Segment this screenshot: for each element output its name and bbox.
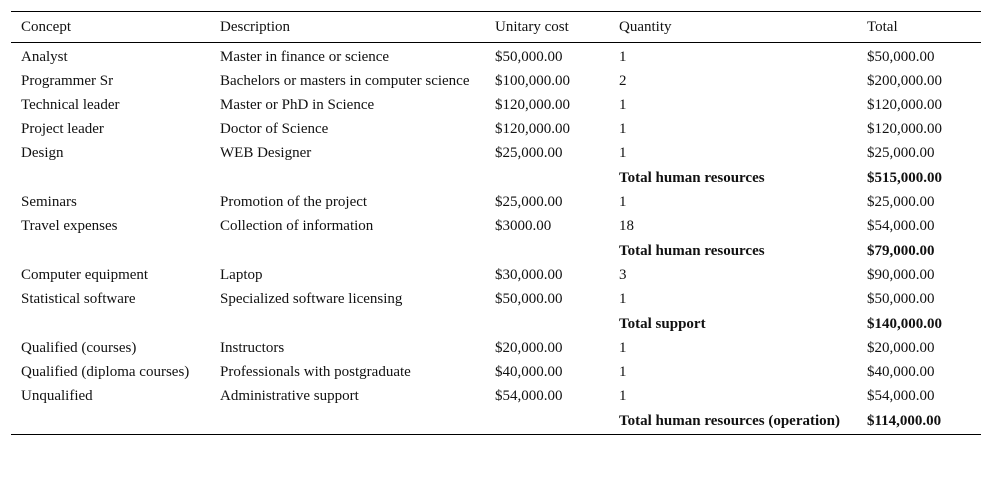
subtotal-row — [11, 238, 981, 263]
table-row — [11, 360, 981, 384]
cell-quantity: 3 — [619, 267, 627, 283]
cell-description: Instructors — [220, 340, 285, 356]
cell-description: Doctor of Science — [220, 121, 329, 137]
cell-cost: $120,000.00 — [495, 121, 570, 137]
cell-description — [210, 408, 485, 434]
cell-concept — [11, 165, 210, 190]
cell-concept: Programmer Sr — [21, 73, 114, 89]
cell-quantity: 1 — [619, 388, 627, 404]
cell-quantity: 1 — [619, 49, 627, 65]
cell-concept: Seminars — [21, 194, 77, 210]
table-row — [11, 263, 981, 287]
cell-total: $50,000.00 — [867, 291, 935, 307]
subtotal-row — [11, 311, 981, 336]
cell-quantity: 1 — [619, 291, 627, 307]
table-row — [11, 93, 981, 117]
cell-concept: Statistical software — [21, 291, 136, 307]
cell-total: $120,000.00 — [867, 97, 942, 113]
cell-cost: $50,000.00 — [495, 291, 563, 307]
cell-cost — [485, 408, 609, 434]
cell-description: Master in finance or science — [220, 49, 390, 65]
cell-quantity: 1 — [619, 121, 627, 137]
subtotal-row — [11, 408, 981, 434]
cell-concept: Unqualified — [21, 388, 93, 404]
header-quantity: Quantity — [609, 12, 857, 43]
table-row — [11, 43, 981, 70]
cell-cost — [485, 238, 609, 263]
table-row — [11, 69, 981, 93]
cell-description: Laptop — [220, 267, 263, 283]
cell-concept: Project leader — [21, 121, 104, 137]
cell-description: WEB Designer — [220, 145, 312, 161]
cell-cost: $100,000.00 — [495, 73, 570, 89]
cell-cost: $3000.00 — [495, 218, 552, 234]
cell-quantity: 1 — [619, 145, 627, 161]
cell-concept: Qualified (courses) — [21, 340, 137, 356]
cell-cost: $54,000.00 — [495, 388, 563, 404]
cell-description: Administrative support — [220, 388, 359, 404]
cell-total: $25,000.00 — [867, 145, 935, 161]
cell-cost: $50,000.00 — [495, 49, 563, 65]
subtotal-label: Total human resources (operation) — [619, 413, 840, 429]
cell-cost: $25,000.00 — [495, 194, 563, 210]
cell-cost — [485, 311, 609, 336]
cell-total: $20,000.00 — [867, 340, 935, 356]
cell-quantity: 1 — [619, 194, 627, 210]
cell-description: Bachelors or masters in computer science — [220, 73, 470, 89]
cell-quantity: 1 — [619, 340, 627, 356]
cell-total: $54,000.00 — [867, 388, 935, 404]
header-total: Total — [857, 12, 981, 43]
cell-concept: Qualified (diploma courses) — [21, 364, 190, 380]
cell-total: $40,000.00 — [867, 364, 935, 380]
header-description: Description — [210, 12, 485, 43]
subtotal-value: $140,000.00 — [867, 316, 942, 332]
cell-quantity: 18 — [619, 218, 634, 234]
table-row — [11, 190, 981, 214]
table-row — [11, 117, 981, 141]
cell-description: Master or PhD in Science — [220, 97, 375, 113]
cell-description: Specialized software licensing — [220, 291, 403, 307]
table-row — [11, 214, 981, 238]
cell-total: $54,000.00 — [867, 218, 935, 234]
cell-cost: $25,000.00 — [495, 145, 563, 161]
cell-concept — [11, 238, 210, 263]
subtotal-value: $114,000.00 — [867, 413, 942, 429]
cell-total: $25,000.00 — [867, 194, 935, 210]
cell-concept: Computer equipment — [21, 267, 149, 283]
cell-concept — [11, 408, 210, 434]
budget-table — [11, 12, 981, 434]
subtotal-label: Total human resources — [619, 243, 765, 259]
cell-quantity: 2 — [619, 73, 627, 89]
cell-concept: Travel expenses — [21, 218, 118, 234]
subtotal-label: Total support — [619, 316, 706, 332]
cell-total: $200,000.00 — [867, 73, 942, 89]
table-header-row — [11, 12, 981, 43]
cell-cost: $20,000.00 — [495, 340, 563, 356]
subtotal-value: $79,000.00 — [867, 243, 935, 259]
cell-description — [210, 165, 485, 190]
cell-total: $120,000.00 — [867, 121, 942, 137]
cell-cost: $30,000.00 — [495, 267, 563, 283]
header-concept: Concept — [11, 12, 210, 43]
cell-concept: Design — [21, 145, 64, 161]
table-row — [11, 336, 981, 360]
cell-description — [210, 238, 485, 263]
subtotal-row — [11, 165, 981, 190]
cell-cost — [485, 165, 609, 190]
cell-description: Promotion of the project — [220, 194, 368, 210]
table-row — [11, 384, 981, 408]
cell-quantity: 1 — [619, 97, 627, 113]
cell-total: $90,000.00 — [867, 267, 935, 283]
cell-concept: Analyst — [21, 49, 68, 65]
subtotal-value: $515,000.00 — [867, 170, 942, 186]
header-unitary-cost: Unitary cost — [485, 12, 609, 43]
cell-cost: $40,000.00 — [495, 364, 563, 380]
cell-cost: $120,000.00 — [495, 97, 570, 113]
subtotal-label: Total human resources — [619, 170, 765, 186]
cell-description — [210, 311, 485, 336]
cell-quantity: 1 — [619, 364, 627, 380]
cell-concept — [11, 311, 210, 336]
cell-description: Professionals with postgraduate — [220, 364, 411, 380]
cell-concept: Technical leader — [21, 97, 120, 113]
budget-table-container — [11, 11, 981, 435]
table-row — [11, 141, 981, 165]
table-row — [11, 287, 981, 311]
cell-description: Collection of information — [220, 218, 374, 234]
cell-total: $50,000.00 — [867, 49, 935, 65]
